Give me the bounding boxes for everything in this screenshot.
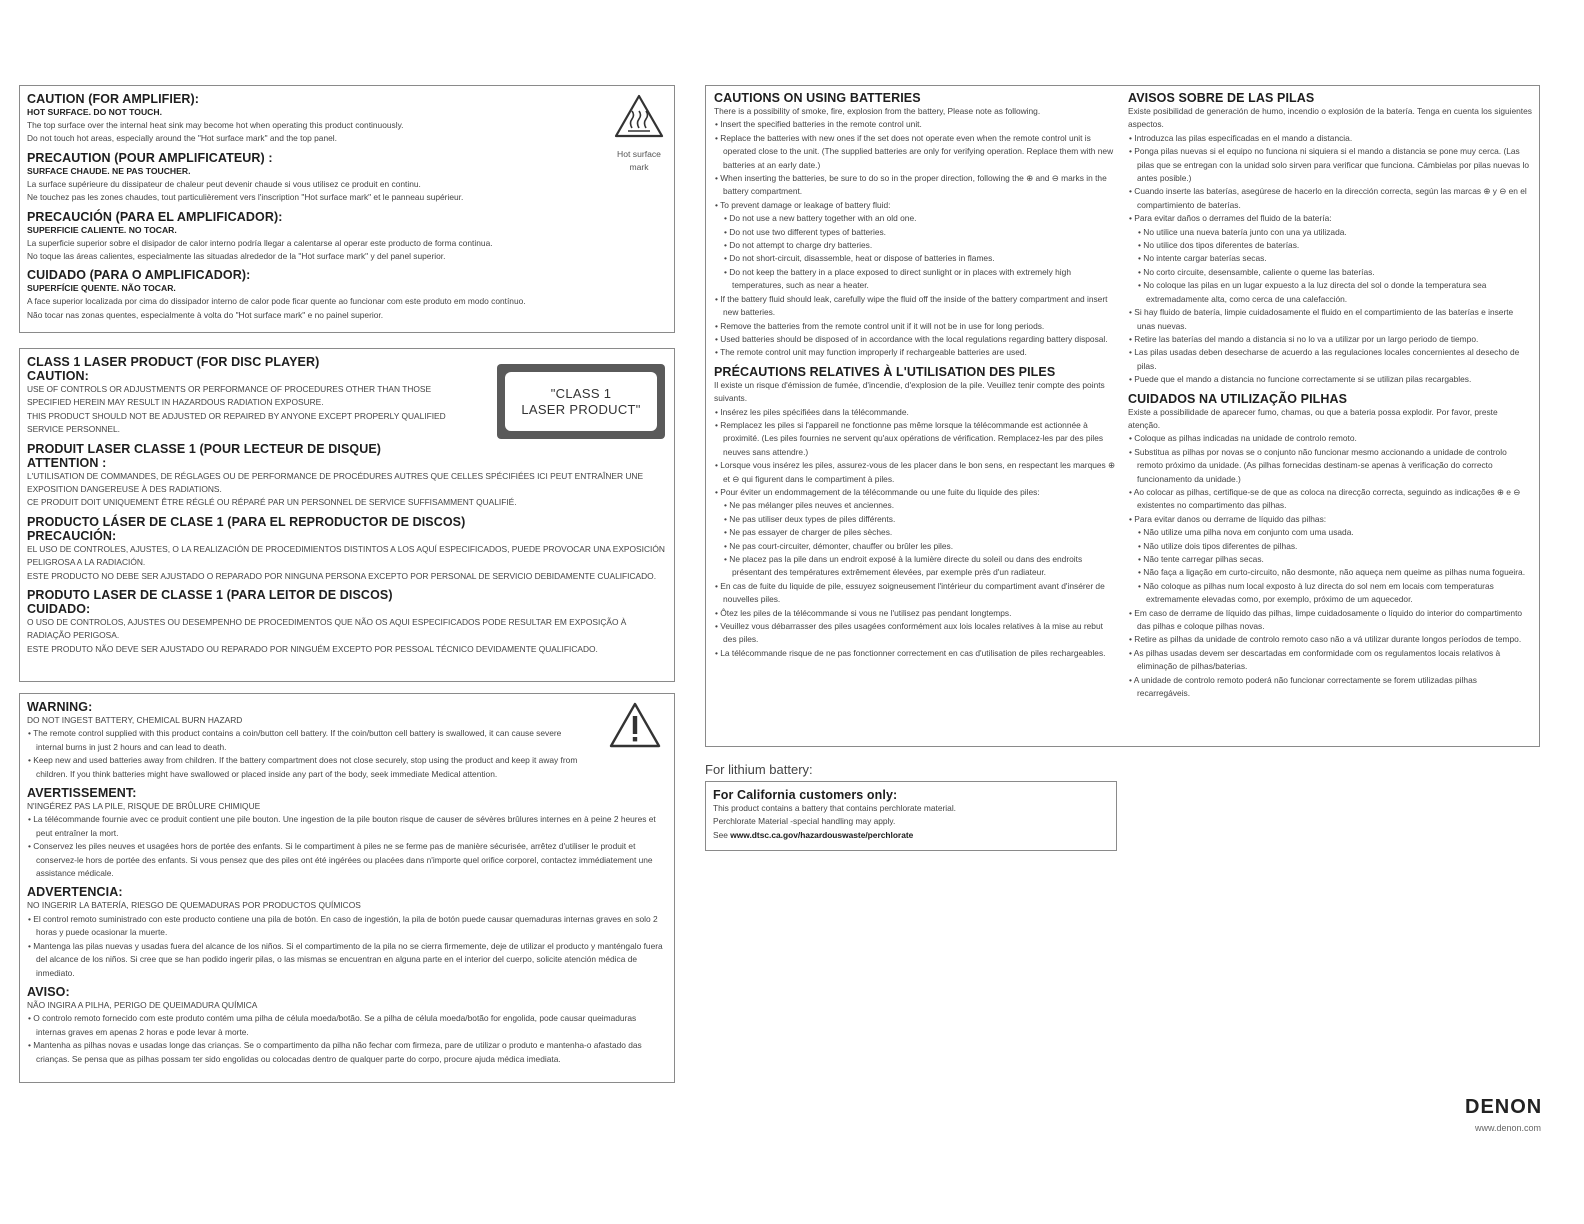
list-item: • Substitua as pilhas por novas se o conjunto não funcionar mesmo accionando a unidade de controlo remoto próximo da unidade. (As pilhas fornecidas destinam-se apenas à verificação do correcto funcionamento da unidade.) xyxy=(1128,446,1532,486)
warning-es-subheading: NO INGERIR LA BATERÍA, RIESGO DE QUEMADURAS POR PRODUCTOS QUÍMICOS xyxy=(27,900,361,911)
batt-fr-sublist xyxy=(714,499,1118,579)
california-notice-box xyxy=(705,781,1117,851)
laser-fr-caution: ATTENTION : xyxy=(27,455,107,470)
batt-fr-list-b xyxy=(714,580,1118,660)
list-item: • Replace the batteries with new ones if the set does not operate even when the remote control unit is operated close to the unit. (The supplied batteries are only for verifying operation. Replace them with new batteries at an early date.) xyxy=(714,132,1118,172)
california-see-label: See xyxy=(713,829,731,840)
battery-warning-box xyxy=(19,693,675,1083)
hot-surface-icon xyxy=(614,94,664,138)
list-item: • Coloque as pilhas indicadas na unidade de controlo remoto. xyxy=(1128,432,1532,445)
list-item: • To prevent damage or leakage of battery fluid: xyxy=(714,199,1118,212)
amp-pt-text-2: Não tocar nas zonas quentes, especialmente à volta do "Hot surface mark" e no painel superior. xyxy=(27,309,384,320)
list-item: • La télécommande fournie avec ce produit contient une pile bouton. Une ingestion de la pile bouton risque de causer de sévères brûlures internes en à peine 2 heures et peut entraîner la mort. xyxy=(27,813,667,840)
laser-es-text-2: ESTE PRODUCTO NO DEBE SER AJUSTADO O REPARADO POR NINGUNA PERSONA EXCEPTO POR PERSONAL DE SERVICIO DEBIDAMENTE CUALIFICADO. xyxy=(27,570,657,581)
amp-fr-heading: PRECAUTION (POUR AMPLIFICATEUR) : xyxy=(27,150,273,165)
list-item: • Mantenga las pilas nuevas y usadas fuera del alcance de los niños. Si el compartimento de la pila no se cierra firmemente, deje de utilizar el producto y manténgalo fuera del alcance de los niños. Si cree que se han podido ingerir pilas, o las mismas se encuentran en alguna parte en el interior del cuerpo, solicite atención médica de inmediato. xyxy=(27,940,667,980)
list-item: • Não coloque as pilhas num local exposto à luz directa do sol nem em locais com temperaturas extremamente elevadas como, por exemplo, próximo de um aquecedor. xyxy=(1128,580,1532,607)
list-item: • Não utilize dois tipos diferentes de pilhas. xyxy=(1128,540,1532,553)
batt-fr-list-a xyxy=(714,406,1118,500)
batt-pt-heading: CUIDADOS NA UTILIZAÇÃO PILHAS xyxy=(1128,391,1348,406)
warning-es-heading: ADVERTENCIA: xyxy=(27,885,123,900)
list-item: • Não faça a ligação em curto-circuito, não desmonte, não aqueça nem queime as pilhas numa fogueira. xyxy=(1128,566,1532,579)
warning-triangle-icon xyxy=(609,702,661,748)
list-item: • Insert the specified batteries in the remote control unit. xyxy=(714,118,1118,131)
batt-pt-list-b xyxy=(1128,607,1532,701)
warning-fr-heading: AVERTISSEMENT: xyxy=(27,786,137,801)
hot-surface-caption: Hot surface mark xyxy=(617,149,661,172)
laser-en-text-2: THIS PRODUCT SHOULD NOT BE ADJUSTED OR REPAIRED BY ANYONE EXCEPT PROPERLY QUALIFIED SERVICE PERSONNEL. xyxy=(27,410,446,435)
amp-fr-text-2: Ne touchez pas les zones chaudes, tout particulièrement vers l'inscription "Hot surface mark" et le panneau supérieur. xyxy=(27,192,464,203)
batt-pt-list-a xyxy=(1128,432,1532,526)
list-item: • Pour éviter un endommagement de la télécommande ou une fuite du liquide des piles: xyxy=(714,486,1118,499)
batt-en-heading: CAUTIONS ON USING BATTERIES xyxy=(714,91,921,105)
california-text-1: This product contains a battery that contains perchlorate material. xyxy=(713,803,957,813)
list-item: • No coloque las pilas en un lugar expuesto a la luz directa del sol o donde la temperatura sea extremadamente alta, como cerca de una calefacción. xyxy=(1128,279,1532,306)
laser-en-caution: CAUTION: xyxy=(27,369,89,383)
list-item: • Puede que el mando a distancia no funcione correctamente si se utilizan pilas recargables. xyxy=(1128,373,1532,386)
laser-es-caution: PRECAUCIÓN: xyxy=(27,528,117,543)
amp-fr-subheading: SURFACE CHAUDE. NE PAS TOUCHER. xyxy=(27,165,191,176)
list-item: • Insérez les piles spécifiées dans la télécommande. xyxy=(714,406,1118,419)
list-item: • Used batteries should be disposed of in accordance with the local regulations regarding battery disposal. xyxy=(714,333,1118,346)
list-item: • Si hay fluido de batería, limpie cuidadosamente el fluido en el compartimiento de las baterías e inserte unas nuevas. xyxy=(1128,306,1532,333)
list-item: • Remplacez les piles si l'appareil ne fonctionne pas même lorsque la télécommande est actionnée à proximité. (Les piles fournies ne servent qu'aux opérations de vérification. Remplacez-les par des piles neuves sans attendre.) xyxy=(714,419,1118,459)
batt-es-list-b xyxy=(1128,306,1532,386)
laser-fr-heading: PRODUIT LASER CLASSE 1 (POUR LECTEUR DE DISQUE) xyxy=(27,441,382,456)
laser-pt-caution: CUIDADO: xyxy=(27,602,91,617)
list-item: • Keep new and used batteries away from children. If the battery compartment does not close securely, stop using the product and keep it away from children. If you think batteries might have swallowed or placed inside any part of the body, seek immediate Medical attention. xyxy=(27,754,587,781)
list-item: • No corto circuite, desensamble, caliente o queme las baterías. xyxy=(1128,266,1532,279)
list-item: • Ôtez les piles de la télécommande si vous ne l'utilisez pas pendant longtemps. xyxy=(714,607,1118,620)
laser-pt-heading: PRODUTO LASER DE CLASSE 1 (PARA LEITOR DE DISCOS) xyxy=(27,588,393,603)
list-item: • Ne pas mélanger piles neuves et anciennes. xyxy=(714,499,1118,512)
laser-fr-text-1: L'UTILISATION DE COMMANDES, DE RÉGLAGES OU DE PERFORMANCE DE PROCÉDURES AUTRES QUE CELLES SPÉCIFIÉES ICI PEUT ENTRAÎNER UNE EXPOSITION DANGEREUSE À DES RADIATIONS. xyxy=(27,470,644,495)
amp-es-text-2: No toque las áreas calientes, especialmente las situadas alrededor de la "Hot surface mark" y del panel superior. xyxy=(27,251,446,262)
batt-es-sublist xyxy=(1128,226,1532,306)
amp-fr-text-1: La surface supérieure du dissipateur de chaleur peut devenir chaude si vous utilisez ce produit en continu. xyxy=(27,178,421,189)
list-item: • Em caso de derrame de líquido das pilhas, limpe cuidadosamente o líquido do interior do compartimento das pilhas e coloque pilhas novas. xyxy=(1128,607,1532,634)
list-item: • Para evitar danos ou derrame de líquido das pilhas: xyxy=(1128,513,1532,526)
california-see-line xyxy=(713,829,1109,842)
amp-pt-heading: CUIDADO (PARA O AMPLIFICADOR): xyxy=(27,268,251,283)
list-item: • En cas de fuite du liquide de pile, essuyez soigneusement l'intérieur du compartiment avant d'insérer de nouvelles piles. xyxy=(714,580,1118,607)
list-item: • The remote control unit may function improperly if rechargeable batteries are used. xyxy=(714,346,1118,359)
batt-pt-intro: Existe a possibilidade de aparecer fumo, chamas, ou que a bateria possa explodir. Por favor, preste atenção. xyxy=(1128,406,1498,430)
batt-en-list-a xyxy=(714,118,1118,212)
warning-en-list xyxy=(27,727,587,781)
warning-fr-subheading: N'INGÉREZ PAS LA PILE, RISQUE DE BRÛLURE CHIMIQUE xyxy=(27,801,261,812)
laser-product-box xyxy=(19,348,675,682)
list-item: • Conservez les piles neuves et usagées hors de portée des enfants. Si le compartiment à piles ne se ferme pas de manière sécurisée, arrêtez d'utiliser le produit et conservez-le hors de portée des enfants. Si vous pensez que des piles ont été ingérées ou placées dans n'importe quel orifice corporel, contactez immédiatement une assistance médicale. xyxy=(27,840,667,880)
lithium-battery-label: For lithium battery: xyxy=(705,762,813,777)
list-item: • Para evitar daños o derrames del fluido de la batería: xyxy=(1128,212,1532,225)
list-item: • No utilice una nueva batería junto con una ya utilizada. xyxy=(1128,226,1532,239)
list-item: • If the battery fluid should leak, carefully wipe the fluid off the inside of the battery compartment and insert new batteries. xyxy=(714,293,1118,320)
list-item: • Não tente carregar pilhas secas. xyxy=(1128,553,1532,566)
battery-cautions-box xyxy=(705,85,1540,747)
amp-en-heading: CAUTION (FOR AMPLIFIER): xyxy=(27,92,200,106)
batt-fr-intro: Il existe un risque d'émission de fumée, d'incendie, d'explosion de la pile. Veuillez tenir compte des points suivants. xyxy=(714,379,1105,404)
list-item: • As pilhas usadas devem ser descartadas em conformidade com os regulamentos locais relativos à eliminação de pilhas/baterias. xyxy=(1128,647,1532,674)
batt-en-sublist xyxy=(714,212,1118,292)
batt-en-list-b xyxy=(714,293,1118,360)
amp-en-text-2: Do not touch hot areas, especially around the "Hot surface mark" and the top panel. xyxy=(27,133,337,144)
list-item: • When inserting the batteries, be sure to do so in the proper direction, following the ⊕ and ⊖ marks in the battery compartment. xyxy=(714,172,1118,199)
list-item: • Retire las baterías del mando a distancia si no lo va a utilizar por un largo periodo de tiempo. xyxy=(1128,333,1532,346)
amp-es-heading: PRECAUCIÓN (PARA EL AMPLIFICADOR): xyxy=(27,209,283,224)
list-item: • A unidade de controlo remoto poderá não funcionar correctamente se forem utilizadas pilhas recarregáveis. xyxy=(1128,674,1532,701)
list-item: • Ao colocar as pilhas, certifique-se de que as coloca na direcção correcta, seguindo as indicações ⊕ e ⊖ existentes no compartimento das pilhas. xyxy=(1128,486,1532,513)
laser-pt-text-2: ESTE PRODUTO NÃO DEVE SER AJUSTADO OU REPARADO POR NINGUÉM EXCEPTO POR PESSOAL TÉCNICO DEVIDAMENTE QUALIFICADO. xyxy=(27,643,598,654)
list-item: • The remote control supplied with this product contains a coin/button cell battery. If the coin/button cell battery is swallowed, it can cause severe internal burns in just 2 hours and can lead to death. xyxy=(27,727,587,754)
list-item: • O controlo remoto fornecido com este produto contém uma pilha de célula moeda/botão. Se a pilha de célula moeda/botão for engolida, pode causar queimaduras internas graves em apenas 2 horas e pode levar à morte. xyxy=(27,1012,667,1039)
list-item: • Cuando inserte las baterías, asegúrese de hacerlo en la dirección correcta, según las marcas ⊕ y ⊖ en el compartimiento de baterías. xyxy=(1128,185,1532,212)
list-item: • Ne pas utiliser deux types de piles différents. xyxy=(714,513,1118,526)
list-item: • Ponga pilas nuevas si el equipo no funciona ni siquiera si el mando a distancia se pone muy cerca. (Las pilas que se entregan con la unidad solo sirven para verificar que funciona. Cámbielas por pilas nuevas lo antes posible.) xyxy=(1128,145,1532,185)
laser-es-heading: PRODUCTO LÁSER DE CLASE 1 (PARA EL REPRODUCTOR DE DISCOS) xyxy=(27,514,466,529)
list-item: • Retire as pilhas da unidade de controlo remoto caso não a vá utilizar durante longos períodos de tempo. xyxy=(1128,633,1532,646)
laser-en-text-1: USE OF CONTROLS OR ADJUSTMENTS OR PERFORMANCE OF PROCEDURES OTHER THAN THOSE SPECIFIED HEREIN MAY RESULT IN HAZARDOUS RADIATION EXPOSURE. xyxy=(27,384,432,408)
list-item: • Ne placez pas la pile dans un endroit exposé à la lumière directe du soleil ou dans des endroits présentant des températures extrêmement élevées, par exemple près d'un radiateur. xyxy=(714,553,1118,580)
list-item: • No intente cargar baterías secas. xyxy=(1128,252,1532,265)
list-item: • Mantenha as pilhas novas e usadas longe das crianças. Se o compartimento da pilha não fechar com firmeza, pare de utilizar o produto e mantenha-o afastado das crianças. Se pensa que as pilhas possam ter sido engolidas ou colocadas dentro de qualquer parte do corpo, procure ajuda médica imediata. xyxy=(27,1039,667,1066)
battery-cautions-right-column xyxy=(1128,91,1532,700)
list-item: • Introduzca las pilas especificadas en el mando a distancia. xyxy=(1128,132,1532,145)
batt-fr-heading: PRÉCAUTIONS RELATIVES À L'UTILISATION DES PILES xyxy=(714,364,1056,379)
amp-es-subheading: SUPERFICIE CALIENTE. NO TOCAR. xyxy=(27,224,177,235)
list-item: • Remove the batteries from the remote control unit if it will not be in use for long periods. xyxy=(714,320,1118,333)
class1-laser-label xyxy=(497,364,665,439)
warning-en-heading: WARNING: xyxy=(27,700,93,714)
list-item: • Ne pas court-circuiter, démonter, chauffer ou brûler les piles. xyxy=(714,540,1118,553)
list-item: • Las pilas usadas deben desecharse de acuerdo a las regulaciones locales concernientes al desecho de pilas. xyxy=(1128,346,1532,373)
list-item: • Veuillez vous débarrasser des piles usagées conformément aux lois locales relatives à la mise au rebut des piles. xyxy=(714,620,1118,647)
batt-es-heading: AVISOS SOBRE DE LAS PILAS xyxy=(1128,91,1315,105)
amplifier-caution-box xyxy=(19,85,675,333)
california-text-2: Perchlorate Material -special handling may apply. xyxy=(713,816,896,827)
list-item: • Do not use a new battery together with an old one. xyxy=(714,212,1118,225)
laser-es-text-1: EL USO DE CONTROLES, AJUSTES, O LA REALIZACIÓN DE PROCEDIMIENTOS DISTINTOS A LOS AQUÍ ESPECIFICADOS, PUEDE PROVOCAR UNA EXPOSICIÓN PELIGROSA A LA RADIACIÓN. xyxy=(27,543,665,568)
amp-es-text-1: La superficie superior sobre el disipador de calor interno podría llegar a calentarse al operar este producto de forma continua. xyxy=(27,237,493,248)
list-item: • Não utilize uma pilha nova em conjunto com uma usada. xyxy=(1128,526,1532,539)
class1-laser-label-text: "CLASS 1 LASER PRODUCT" xyxy=(505,372,657,431)
batt-es-intro: Existe posibilidad de generación de humo, incendio o explosión de la batería. Tenga en cuenta los siguientes aspectos. xyxy=(1128,106,1532,130)
warning-pt-subheading: NÃO INGIRA A PILHA, PERIGO DE QUEIMADURA QUÍMICA xyxy=(27,999,258,1010)
list-item: • Ne pas essayer de charger de piles sèches. xyxy=(714,526,1118,539)
laser-fr-text-2: CE PRODUIT DOIT UNIQUEMENT ÊTRE RÉGLÉ OU RÉPARÉ PAR UN PERSONNEL DE SERVICE SUFFISAMMENT QUALIFIÉ. xyxy=(27,497,517,508)
list-item: • No utilice dos tipos diferentes de baterías. xyxy=(1128,239,1532,252)
list-item: • La télécommande risque de ne pas fonctionner correctement en cas d'utilisation de piles rechargeables. xyxy=(714,647,1118,660)
batt-es-list-a xyxy=(1128,132,1532,226)
warning-pt-heading: AVISO: xyxy=(27,984,70,999)
amp-en-text-1: The top surface over the internal heat sink may become hot when operating this product continuously. xyxy=(27,120,404,130)
amp-pt-text-1: A face superior localizada por cima do dissipador interno de calor pode ficar quente ao funcionar com este produto em modo contínuo. xyxy=(27,296,526,307)
laser-pt-text-1: O USO DE CONTROLOS, AJUSTES OU DESEMPENHO DE PROCEDIMENTOS QUE NÃO OS AQUI ESPECIFICADOS PODE RESULTAR EM EXPOSIÇÃO À RADIAÇÃO PERIGOSA. xyxy=(27,617,627,641)
warning-fr-list xyxy=(27,813,667,880)
warning-es-list xyxy=(27,913,667,980)
perchlorate-link[interactable]: www.dtsc.ca.gov/hazardouswaste/perchlorate xyxy=(730,829,914,840)
amp-pt-subheading: SUPERFÍCIE QUENTE. NÃO TOCAR. xyxy=(27,283,176,294)
list-item: • Do not keep the battery in a place exposed to direct sunlight or in places with extremely high temperatures, such as near a heater. xyxy=(714,266,1118,293)
list-item: • Do not short-circuit, disassemble, heat or dispose of batteries in flames. xyxy=(714,252,1118,265)
denon-url[interactable]: www.denon.com xyxy=(1475,1123,1542,1133)
amp-en-subheading: HOT SURFACE. DO NOT TOUCH. xyxy=(27,107,162,117)
warning-en-subheading: DO NOT INGEST BATTERY, CHEMICAL BURN HAZARD xyxy=(27,715,243,725)
warning-pt-list xyxy=(27,1012,667,1066)
list-item: • Do not attempt to charge dry batteries. xyxy=(714,239,1118,252)
california-heading: For California customers only: xyxy=(713,788,898,802)
batt-en-intro: There is a possibility of smoke, fire, explosion from the battery, Please note as following. xyxy=(714,106,1041,116)
batt-pt-sublist xyxy=(1128,526,1532,606)
list-item: • Lorsque vous insérez les piles, assurez-vous de les placer dans le bon sens, en respectant les marques ⊕ et ⊖ qui figurent dans le compartiment à piles. xyxy=(714,459,1118,486)
denon-logo: DENON xyxy=(1465,1096,1543,1118)
battery-cautions-left-column xyxy=(714,91,1118,660)
list-item: • Do not use two different types of batteries. xyxy=(714,226,1118,239)
list-item: • El control remoto suministrado con este producto contiene una pila de botón. En caso de ingestión, la pila de botón puede causar quemaduras internas graves en solo 2 horas y puede ocasionar la muerte. xyxy=(27,913,667,940)
laser-en-heading: CLASS 1 LASER PRODUCT (FOR DISC PLAYER) xyxy=(27,355,320,369)
